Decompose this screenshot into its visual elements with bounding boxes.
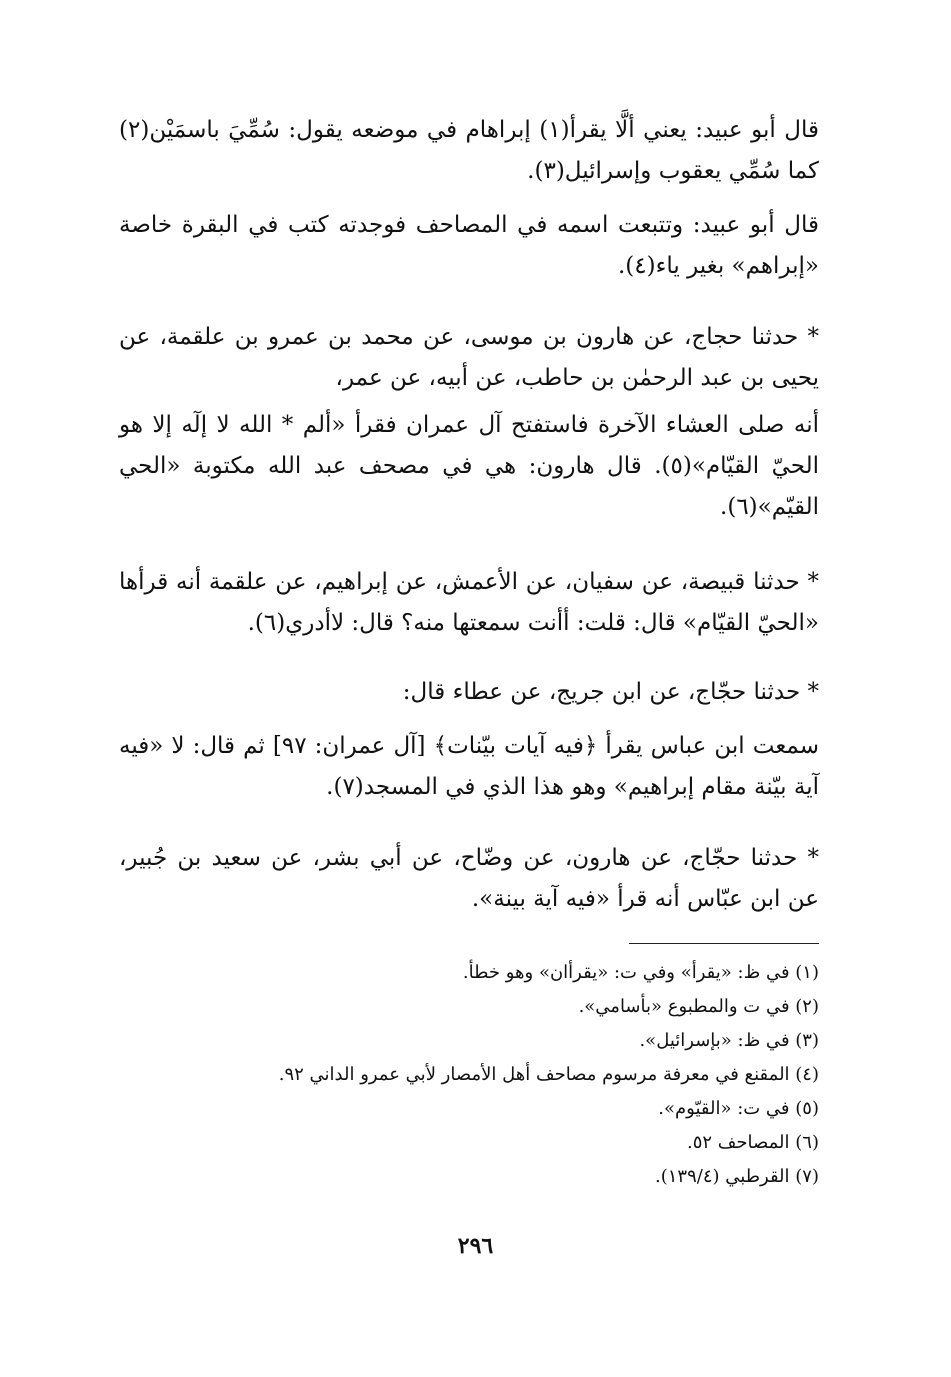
footnote-2: (٢) في ت والمطبوع «بأسامي». [578, 996, 819, 1017]
paragraph-2: قال أبو عبيد: وتتبعت اسمه في المصاحف فوجدته كتب في البقرة خاصة «إبراهم» بغير ياء(٤). [119, 212, 819, 279]
footnote-3: (٣) في ظ: «بإسرائيل». [639, 1030, 819, 1051]
paragraph-1: قال أبو عبيد: يعني ألَّا يقرأ(١) إبراهام في موضعه يقول: سُمِّيَ باسمَيْن(٢) كما سُمِّي يعقوب وإسرائيل(٣). [119, 117, 819, 184]
footnote-1: (١) في ظ: «يقرأ» وفي ت: «يقرأان» وهو خطأ. [462, 962, 819, 983]
paragraph-8: * حدثنا حجّاج، عن هارون، عن وضّاح، عن أبي بشر، عن سعيد بن جُبير، عن ابن عبّاس أنه قرأ «فيه آية بينة». [119, 845, 819, 912]
footnote-6: (٦) المصاحف ٥٢. [687, 1132, 819, 1153]
page-number: ٢٩٦ [457, 1233, 494, 1259]
paragraph-7: سمعت ابن عباس يقرأ ﴿فيه آيات بيّنات﴾ [آل عمران: ٩٧] ثم قال: لا «فيه آية بيّنة مقام إبراهيم» وهو هذا الذي في المسجد(٧). [119, 733, 820, 800]
footnote-5: (٥) في ت: «القيّوم». [658, 1098, 819, 1119]
footnotes [119, 956, 819, 1194]
footnote-7: (٧) القرطبي (١٣٩/٤). [655, 1166, 819, 1187]
paragraph-5: * حدثنا قبيصة، عن سفيان، عن الأعمش، عن إبراهيم، عن علقمة أنه قرأها «الحيّ القيّام» قال: قلت: أأنت سمعتها منه؟ قال: لاأدري(٦). [119, 569, 819, 636]
footnote-4: (٤) المقنع في معرفة مرسوم مصاحف أهل الأمصار لأبي عمرو الداني ٩٢. [278, 1064, 819, 1085]
paragraph-4: أنه صلى العشاء الآخرة فاستفتح آل عمران فقرأ «ألم * الله لا إلٓه إلا هو الحيّ القيّام»(٥). قال هارون: هي في مصحف عبد الله مكتوبة «الحي القيّم»(٦). [119, 412, 819, 520]
footnote-divider [629, 943, 819, 944]
paragraph-3: * حدثنا حجاج، عن هارون بن موسى، عن محمد بن عمرو بن علقمة، عن يحيى بن عبد الرحمٰن بن حاطب، عن أبيه، عن عمر، [119, 324, 819, 391]
paragraph-6: * حدثنا حجّاج، عن ابن جريج، عن عطاء قال: [402, 679, 819, 705]
